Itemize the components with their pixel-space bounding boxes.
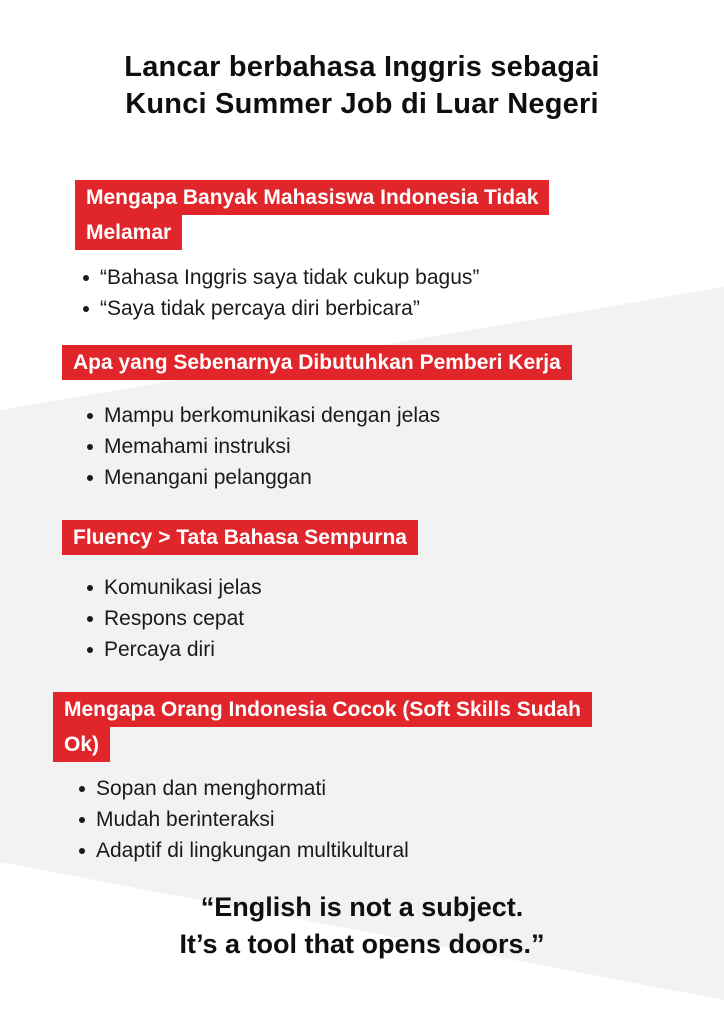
section-header-line: Apa yang Sebenarnya Dibutuhkan Pemberi Kerja	[62, 345, 572, 380]
page-title-line: Lancar berbahasa Inggris sebagai	[124, 51, 600, 83]
list-item: Komunikasi jelas	[87, 575, 262, 601]
section-header-line: Melamar	[75, 215, 182, 250]
section-header	[62, 345, 572, 380]
bullet-list	[79, 776, 409, 869]
bullet-list	[87, 403, 440, 496]
section-header-row	[62, 520, 418, 555]
section-header-line: Mengapa Banyak Mahasiswa Indonesia Tidak	[75, 180, 549, 215]
quote-line: It’s a tool that opens doors.”	[179, 929, 545, 959]
list-item: Memahami instruksi	[87, 434, 440, 460]
section-header-row	[75, 215, 549, 250]
section-header-line: Mengapa Orang Indonesia Cocok (Soft Skills Sudah	[53, 692, 592, 727]
list-item: “Saya tidak percaya diri berbicara”	[83, 296, 479, 322]
bullet-list	[83, 265, 479, 327]
list-item: Mampu berkomunikasi dengan jelas	[87, 403, 440, 429]
list-item: Sopan dan menghormati	[79, 776, 409, 802]
list-item: Menangani pelanggan	[87, 465, 440, 491]
section-header-row	[75, 180, 549, 215]
section-header-row	[53, 692, 592, 727]
section-header-row	[62, 345, 572, 380]
list-item: Respons cepat	[87, 606, 262, 632]
closing-quote	[0, 889, 724, 963]
page-title	[0, 49, 724, 123]
section-header	[62, 520, 418, 555]
list-item: Mudah berinteraksi	[79, 807, 409, 833]
bullet-list	[87, 575, 262, 668]
list-item: Percaya diri	[87, 637, 262, 663]
list-item: Adaptif di lingkungan multikultural	[79, 838, 409, 864]
section-header	[75, 180, 549, 250]
page-title-line: Kunci Summer Job di Luar Negeri	[125, 88, 599, 120]
section-header-line: Ok)	[53, 727, 110, 762]
quote-line: “English is not a subject.	[200, 892, 524, 922]
list-item: “Bahasa Inggris saya tidak cukup bagus”	[83, 265, 479, 291]
section-header-row	[53, 727, 592, 762]
section-header-line: Fluency > Tata Bahasa Sempurna	[62, 520, 418, 555]
section-header	[53, 692, 592, 762]
